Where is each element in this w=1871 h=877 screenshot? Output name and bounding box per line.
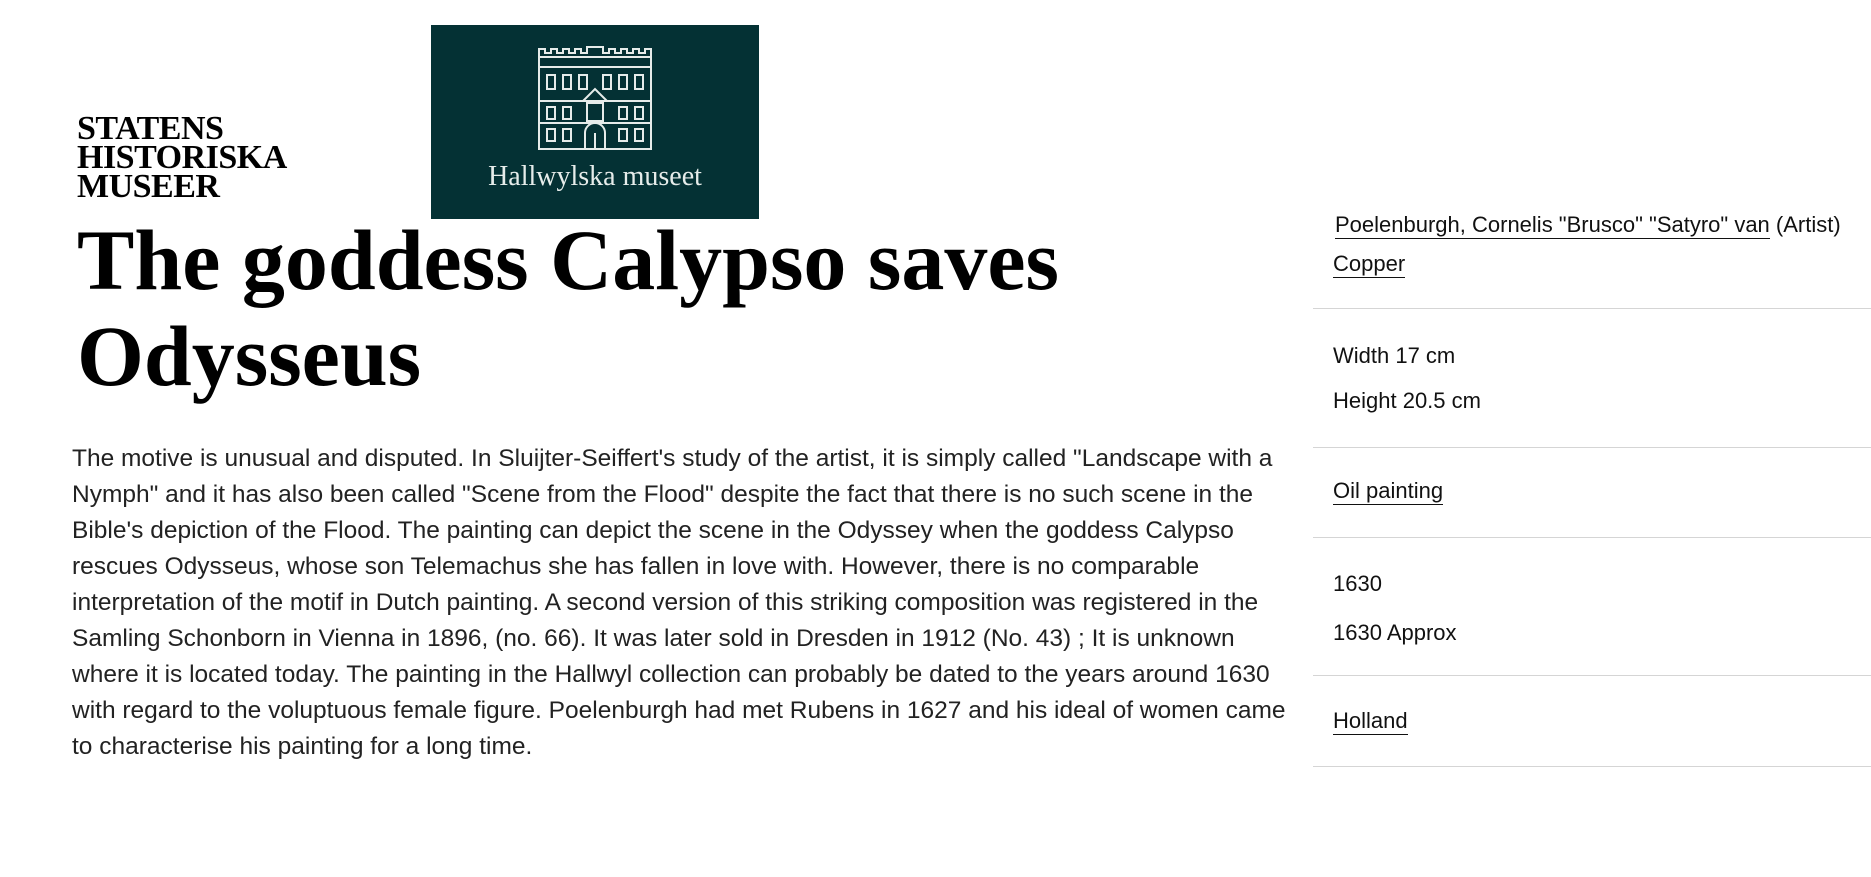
artist-link[interactable]: Poelenburgh, Cornelis "Brusco" "Satyro" van [1335,212,1770,237]
artist-role: (Artist) [1775,212,1841,237]
date-value: 1630 [1333,571,1382,596]
height-value: Height 20.5 cm [1333,388,1481,413]
object-metadata [1313,205,1871,767]
hallwylska-museet-logo[interactable] [431,25,759,219]
technique-link[interactable]: Oil painting [1333,478,1444,503]
hallwylska-museet-name: Hallwylska museet [488,161,702,192]
logo-line-1: STATENS [77,110,224,147]
object-description: The motive is unusual and disputed. In Sluijter-Seiffert's study of the artist, it is simply called "Landscape with a Nymph" and it has also been called "Scene from the Flood" despite the fact that there is no such scene in the Bible's depiction of the Flood. The painting can depict the scene in the Odyssey when the goddess Calypso rescues Odysseus, whose son Telemachus she has fallen in love with. However, there is no comparable interpretation of the motif in Dutch painting. A second version of this striking composition was registered in the Samling Schonborn in Vienna in 1896, (no. 66). It was later sold in Dresden in 1912 (No. 43) ; It is unknown where it is located today. The painting in the Hallwyl collection can probably be dated to the years around 1630 with regard to the voluptuous female figure. Poelenburgh had met Rubens in 1627 and his ideal of women came to characterise his painting for a long time. [72,445,1286,760]
dimensions-section [1313,309,1871,448]
technique-section [1313,448,1871,538]
date-approx-value: 1630 Approx [1333,620,1457,645]
artist-line [1335,212,1871,238]
page-title: The goddess Calypso saves Odysseus [77,212,1060,404]
technique-line [1333,478,1871,504]
place-section [1313,676,1871,767]
logo-line-2: HISTORISKA [77,139,287,176]
material-line [1333,251,1871,277]
statens-historiska-museer-logo[interactable] [77,110,287,205]
place-line [1333,708,1871,734]
logo-line-3: MUSEER [77,168,220,205]
building-facade-icon [531,43,659,153]
place-link[interactable]: Holland [1333,708,1408,733]
dating-section [1313,538,1871,676]
material-link[interactable]: Copper [1333,251,1406,276]
width-value: Width 17 cm [1333,343,1456,368]
artist-material-section [1313,205,1871,309]
